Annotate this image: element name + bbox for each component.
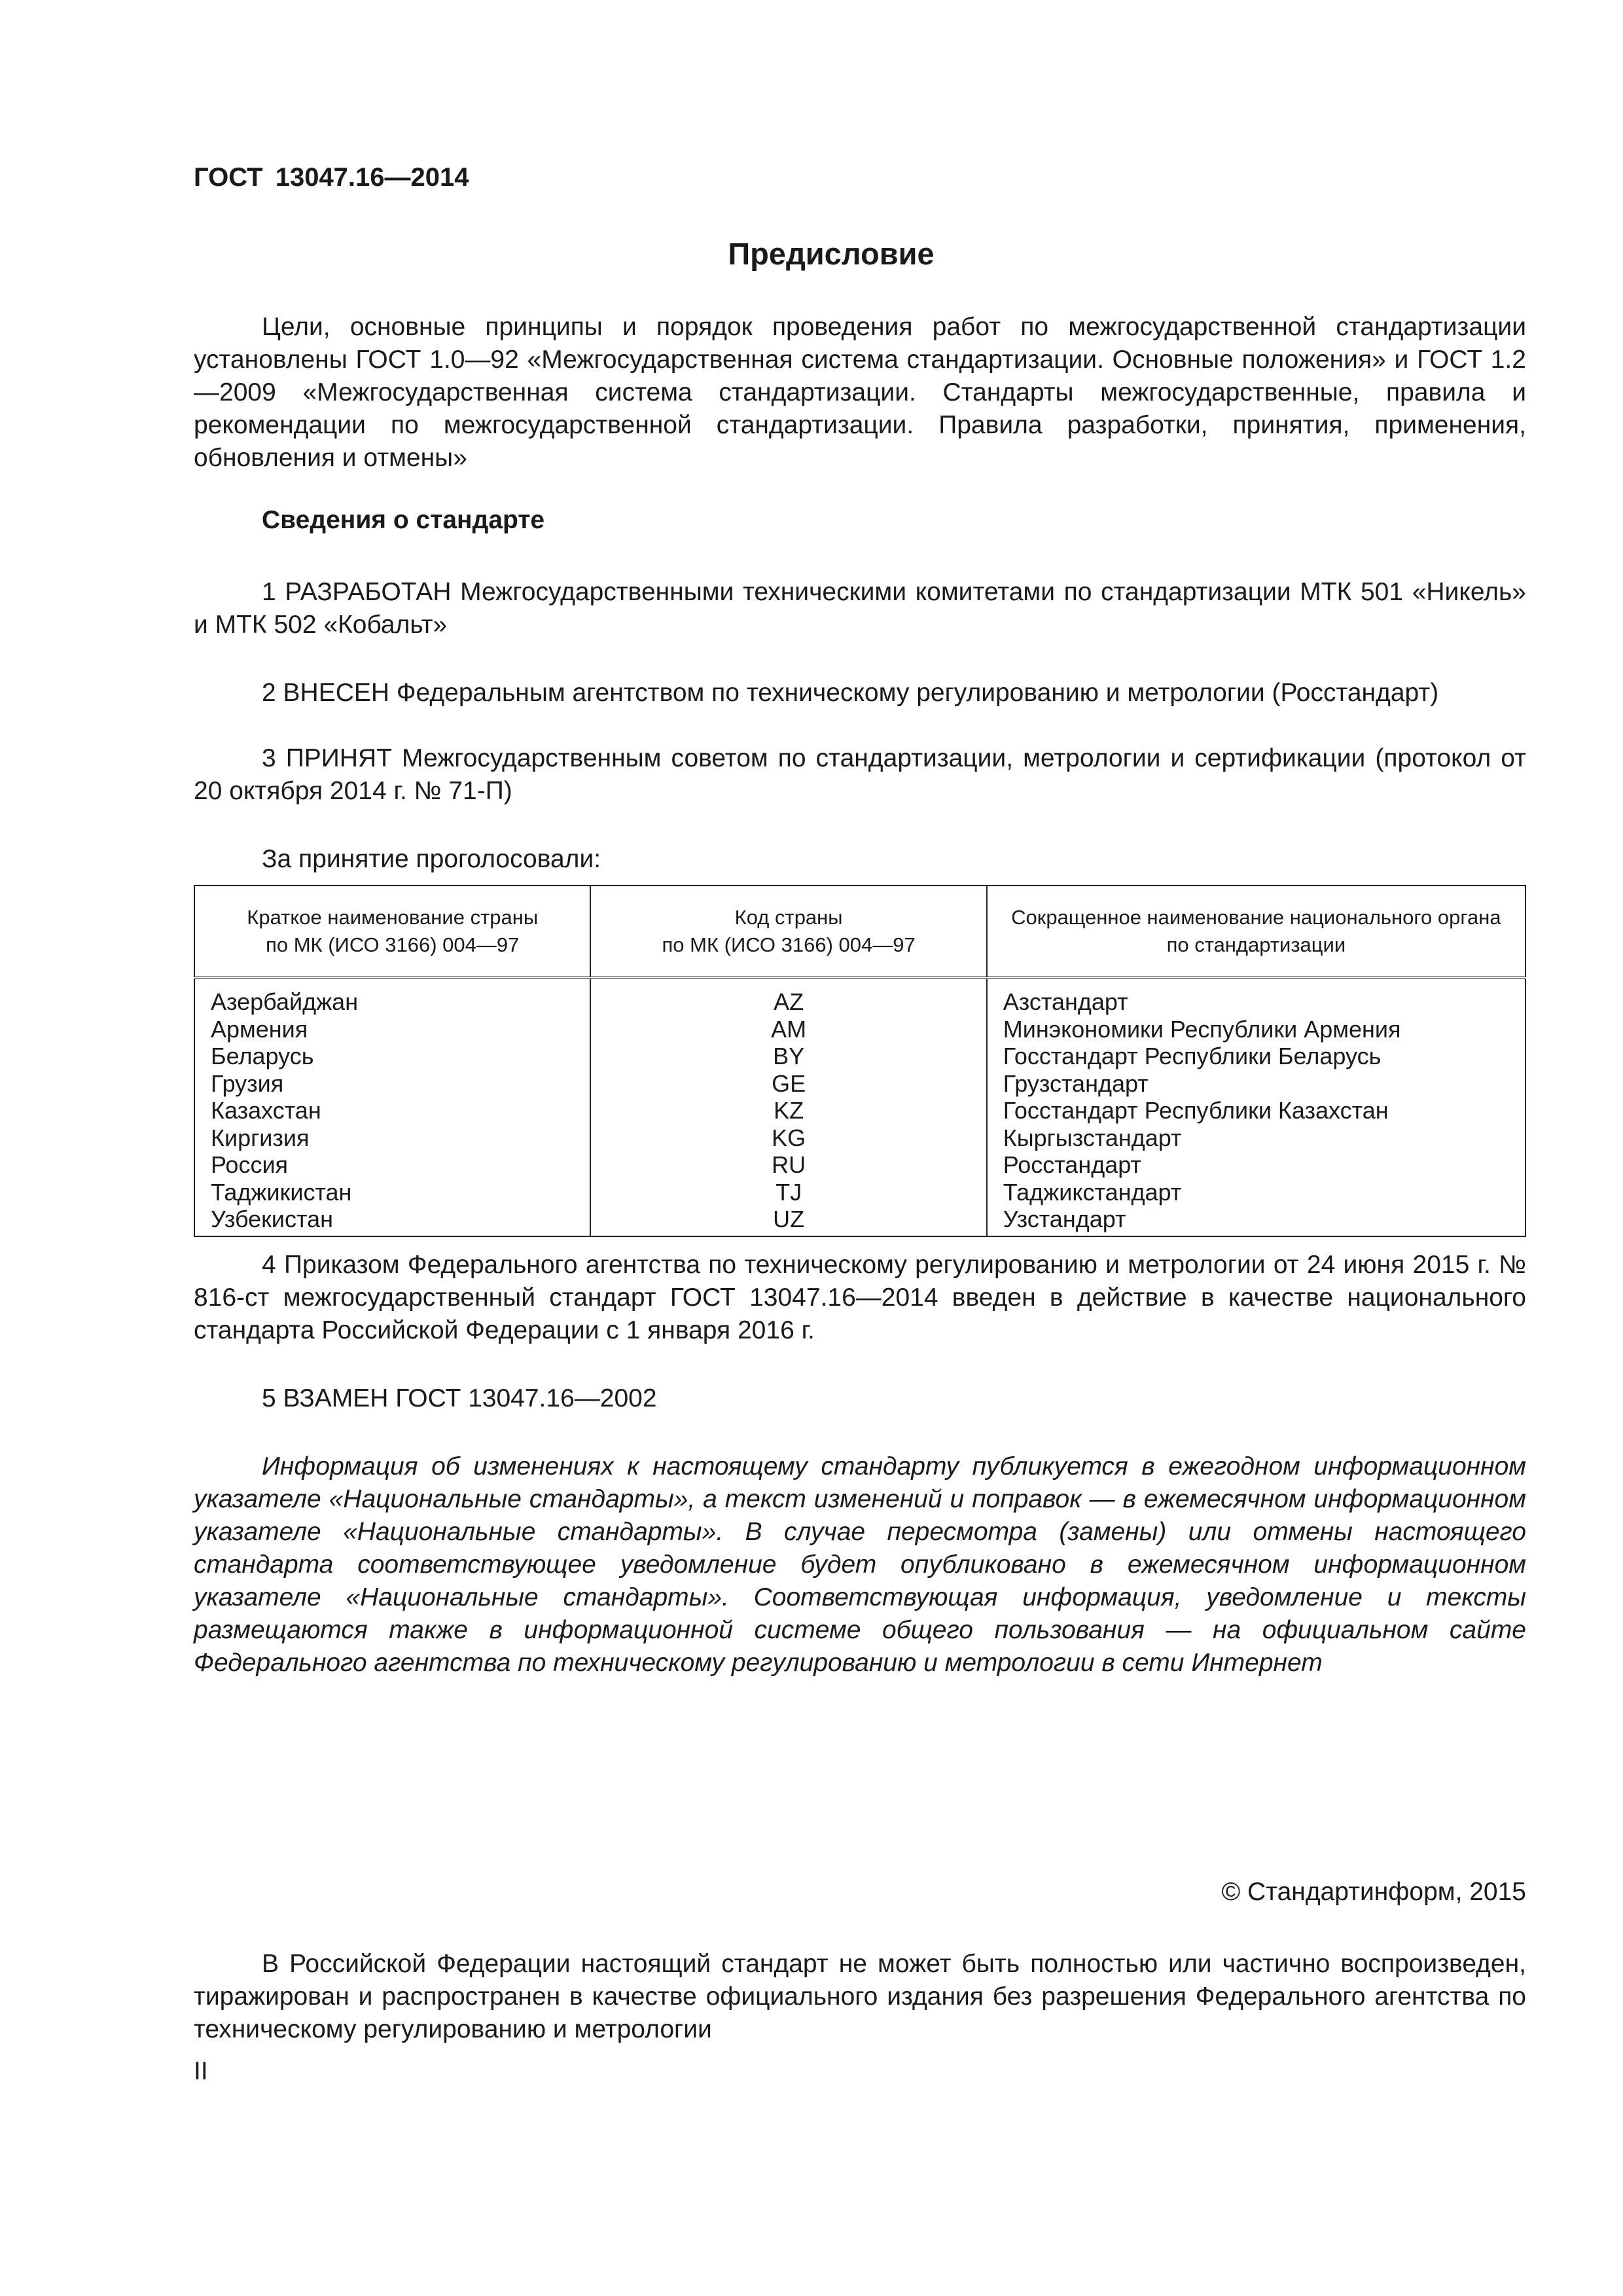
table-row [194, 1097, 1525, 1124]
country-code: KZ [590, 1097, 986, 1124]
country-name: Россия [194, 1151, 590, 1179]
column-header-code: Код страны по МК (ИСО 3166) 004—97 [590, 886, 986, 978]
document-code: ГОСТ 13047.16—2014 [194, 163, 469, 192]
country-code: GE [590, 1070, 986, 1098]
national-body: Росстандарт [987, 1151, 1525, 1179]
national-body: Таджикстандарт [987, 1179, 1525, 1206]
item-2-introduced: 2 ВНЕСЕН Федеральным агентством по техническому регулированию и метрологии (Росстандарт) [262, 679, 1439, 707]
table-header-row [194, 886, 1525, 978]
item-1-developed: 1 РАЗРАБОТАН Межгосударственными техническими комитетами по стандартизации МТК 501 «Никель» и МТК 502 «Кобальт» [194, 578, 1526, 639]
voting-countries-table [194, 885, 1526, 1237]
national-body: Узстандарт [987, 1206, 1525, 1236]
item-3-adopted: 3 ПРИНЯТ Межгосударственным советом по стандартизации, метрологии и сертификации (протокол от 20 октября 2014 г. № 71-П) [194, 744, 1526, 805]
country-code: AZ [590, 978, 986, 1016]
country-name: Беларусь [194, 1043, 590, 1070]
intro-paragraph: Цели, основные принципы и порядок проведения работ по межгосударственной стандартизации установлены ГОСТ 1.0—92 «Межгосударственная система стандартизации. Основные положения» и ГОСТ 1.2—2009 «Межгосударственная система стандартизации. Стандарты межгосударственные, правила и рекомендации по межгосударственной стандартизации. Правила разработки, принятия, применения, обновления и отмены» [194, 313, 1526, 472]
item-4-enacted: 4 Приказом Федерального агентства по техническому регулированию и метрологии от 24 июня 2015 г. № 816-ст межгосударственный стандарт ГОСТ 13047.16—2014 введен в действие в качестве национального стандарта Российской Федерации с 1 января 2016 г. [194, 1251, 1526, 1344]
table-row [194, 1016, 1525, 1043]
national-body: Кыргызстандарт [987, 1124, 1525, 1152]
country-name: Узбекистан [194, 1206, 590, 1236]
country-name: Армения [194, 1016, 590, 1043]
country-name: Таджикистан [194, 1179, 590, 1206]
changes-information-notice: Информация об изменениях к настоящему стандарту публикуется в ежегодном информационном указателе «Национальные стандарты», а текст изменений и поправок — в ежемесячном информационном указателе «Национальные стандарты». В случае пересмотра (замены) или отмены настоящего стандарта соответствующее уведомление будет опубликовано в ежемесячном информационном указателе «Национальные стандарты». Соответствующая информация, уведомление и тексты размещаются также в информационной системе общего пользования — на официальном сайте Федерального агентства по техническому регулированию и метрологии в сети Интернет [194, 1452, 1526, 1677]
table-row [194, 1179, 1525, 1206]
country-code: BY [590, 1043, 986, 1070]
national-body: Минэкономики Республики Армения [987, 1016, 1525, 1043]
page-number: II [194, 2057, 208, 2085]
table-row [194, 978, 1525, 1016]
national-body: Госстандарт Республики Беларусь [987, 1043, 1525, 1070]
country-name: Грузия [194, 1070, 590, 1098]
item-5-replaces: 5 ВЗАМЕН ГОСТ 13047.16—2002 [262, 1384, 657, 1412]
column-header-country: Краткое наименование страны по МК (ИСО 3166) 004—97 [194, 886, 590, 978]
country-name: Казахстан [194, 1097, 590, 1124]
country-code: RU [590, 1151, 986, 1179]
page-title: Предисловие [728, 236, 935, 271]
country-code: TJ [590, 1179, 986, 1206]
voted-label: За принятие проголосовали: [262, 845, 601, 873]
section-heading: Сведения о стандарте [262, 506, 545, 534]
national-body: Грузстандарт [987, 1070, 1525, 1098]
table-row [194, 1151, 1525, 1179]
country-code: KG [590, 1124, 986, 1152]
national-body: Госстандарт Республики Казахстан [987, 1097, 1525, 1124]
table-row [194, 1124, 1525, 1152]
country-name: Киргизия [194, 1124, 590, 1152]
table-row [194, 1206, 1525, 1236]
reproduction-notice: В Российской Федерации настоящий стандарт не может быть полностью или частично воспроизведен, тиражирован и распространен в качестве официального издания без разрешения Федерального агентства по техническому регулированию и метрологии [194, 1950, 1526, 2043]
national-body: Азстандарт [987, 978, 1525, 1016]
country-code: UZ [590, 1206, 986, 1236]
country-code: AM [590, 1016, 986, 1043]
country-name: Азербайджан [194, 978, 590, 1016]
table-row [194, 1043, 1525, 1070]
column-header-national-body: Сокращенное наименование национального органа по стандартизации [987, 886, 1525, 978]
table-row [194, 1070, 1525, 1098]
copyright: © Стандартинформ, 2015 [1221, 1878, 1526, 1906]
